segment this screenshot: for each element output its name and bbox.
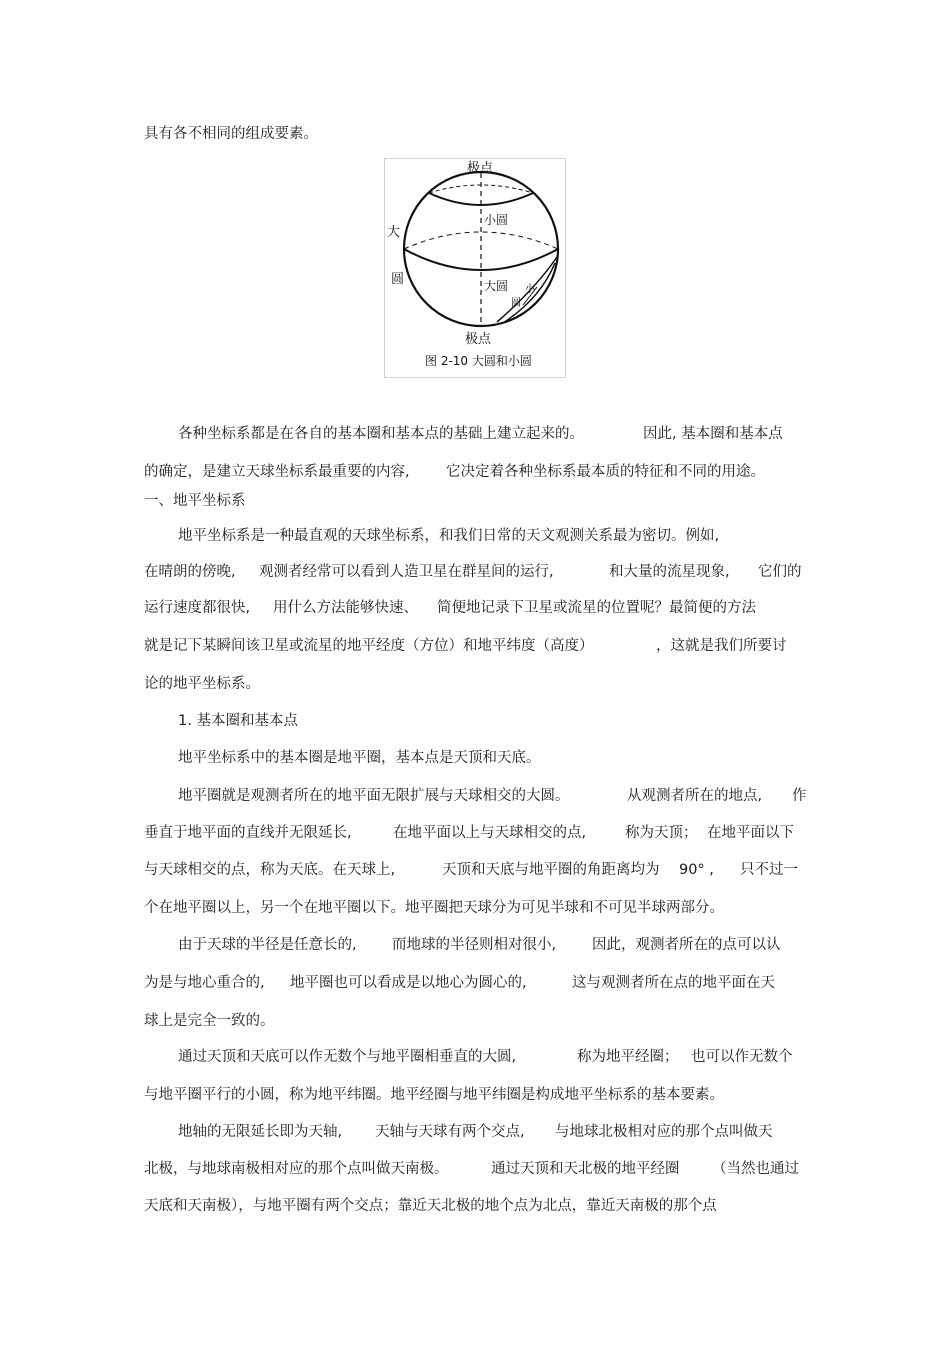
figure-great-small-circles [384,158,566,378]
label-small-circle: 小圆 [484,213,509,227]
text-span: 论的地平坐标系。 [144,676,260,692]
text-span: 在晴朗的傍晚, [144,564,236,580]
heading-text: 一、地平坐标系 [144,493,246,509]
text-span: 称为地平经圈； [577,1049,679,1065]
text-span: 的确定，是建立天球坐标系最重要的内容, [144,464,410,480]
label-small-right-1: 小 [525,284,535,295]
text-span: 它们的 [758,564,802,580]
text-span: 与天球相交的点，称为天底。在天球上, [144,862,396,878]
text-span: 为是与地心重合的, [144,975,265,991]
text-span: 北极，与地球南极相对应的那个点叫做天南极。 [144,1161,449,1177]
text-span: 90° , [679,862,714,878]
text-span: 由于天球的半径是任意长的, [178,937,357,953]
text-span: 称为天顶； [625,825,698,841]
text-span: 用什么方法能够快速、 [273,600,418,616]
text-span: 简便地记录下卫星或流星的位置呢？最简便的方法 [437,600,756,616]
text-span: 在地平面以下 [707,825,794,841]
text-span: 只不过一 [740,862,798,878]
text-span: 和大量的流星现象, [609,564,730,580]
text-span: 天轴与天球有两个交点, [375,1124,525,1140]
text-span: 也可以作无数个 [691,1049,793,1065]
label-big-left-1: 大 [387,225,401,240]
label-small-right-2: 圆 [511,298,521,309]
text-span: 就是记下某瞬间该卫星或流星的地平经度（方位）和地平纬度（高度） [144,638,594,654]
text-span: （当然也通过 [712,1161,799,1177]
text-span: 在地平面以上与天球相交的点, [393,825,587,841]
text-span: 与地平圈平行的小圆，称为地平纬圈。地平经圈与地平纬圈是构成地平坐标系的基本要素。 [144,1087,724,1103]
text-span: 地轴的无限延长即为天轴, [178,1124,343,1140]
text-span: 这与观测者所在点的地平面在天 [572,975,775,991]
text-span: 天底和天南极），与地平圈有两个交点；靠近天北极的地个点为北点，靠近天南极的那个点 [144,1198,717,1214]
label-top-pole: 极点 [467,161,494,176]
text-span: 通过天顶和天底可以作无数个与地平圈相垂直的大圆, [178,1049,517,1065]
text-span: 地平圈也可以看成是以地心为圆心的, [290,975,527,991]
text-span: 地平坐标系中的基本圈是地平圈，基本点是天顶和天底。 [178,750,541,766]
text-span: 因此, 基本圈和基本点 [643,426,783,442]
text-span: 它决定着各种坐标系最本质的特征和不同的用途。 [446,464,765,480]
text-span: 垂直于地平面的直线并无限延长, [144,825,352,841]
figure-caption: 图 2-10 大圆和小圆 [425,354,532,368]
text-span: 运行速度都很快, [144,600,251,616]
text-span: 作 [792,788,807,804]
text-span: ，这就是我们所要讨 [656,638,787,654]
text-span: 从观测者所在的地点, [627,788,763,804]
text-span: 地平坐标系是一种最直观的天球坐标系，和我们日常的天文观测关系最为密切。例如, [178,528,720,544]
text-span: 因此，观测者所在的点可以认 [592,937,781,953]
heading-text: 1. 基本圈和基本点 [178,713,298,729]
label-bottom-pole: 极点 [465,332,492,347]
text-span: 地平圈就是观测者所在的地平面无限扩展与天球相交的大圆。 [178,788,570,804]
text-span: 而地球的半径则相对很小, [392,937,557,953]
intro-text: 具有各不相同的组成要素。 [144,126,318,142]
text-span: 各种坐标系都是在各自的基本圈和基本点的基础上建立起来的。 [178,426,584,442]
text-span: 观测者经常可以看到人造卫星在群星间的运行, [259,564,554,580]
text-span: 通过天顶和天北极的地平经圈 [491,1161,680,1177]
sphere-diagram [385,159,565,377]
text-span: 个在地平圈以上，另一个在地平圈以下。地平圈把天球分为可见半球和不可见半球两部分。 [144,900,724,916]
label-big-left-2: 圆 [391,272,405,287]
label-big-circle: 大圆 [484,279,509,293]
text-span: 与地球北极相对应的那个点叫做天 [555,1124,773,1140]
text-span: 天顶和天底与地平圈的角距离均为 [442,862,660,878]
text-span: 球上是完全一致的。 [144,1013,275,1029]
